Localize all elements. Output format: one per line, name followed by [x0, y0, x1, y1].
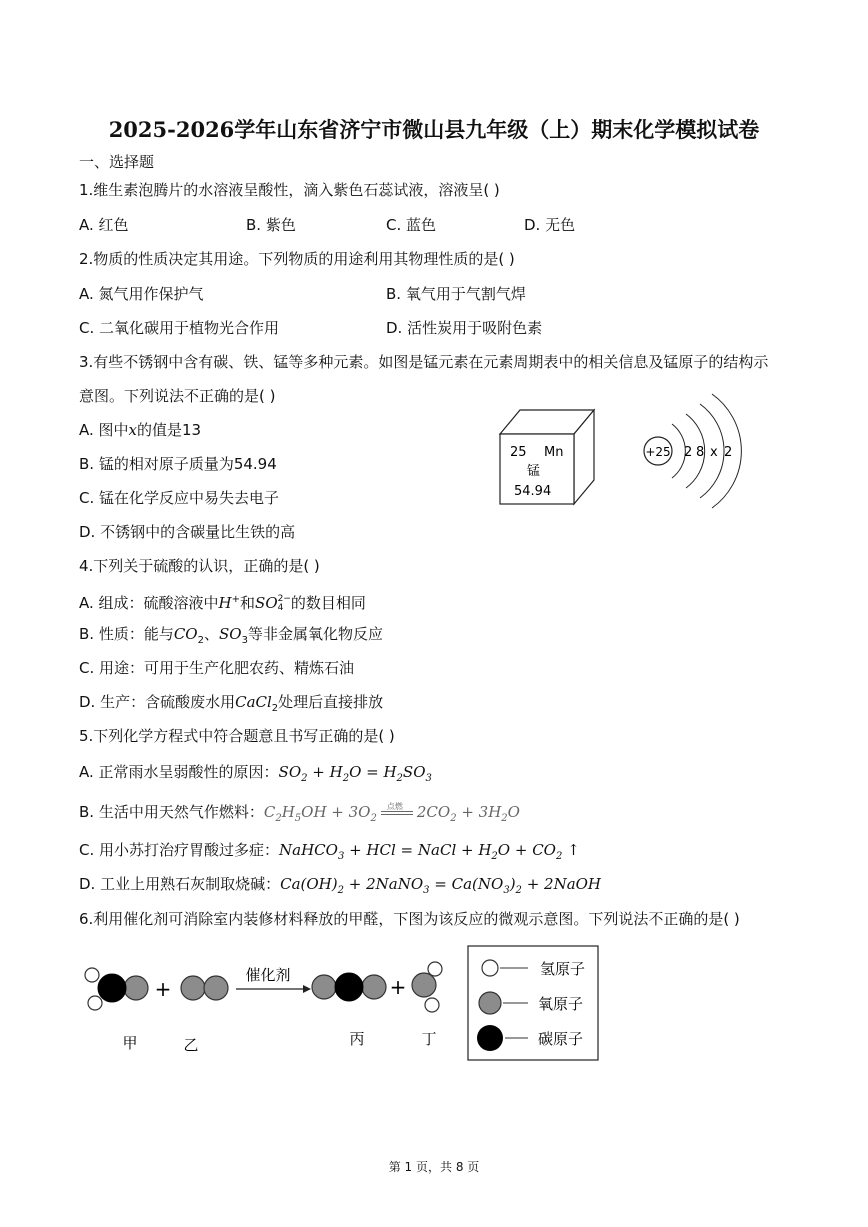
plus-sign-right: +	[389, 975, 407, 999]
q4-option-d: D. 生产：含硫酸废水用CaCl$_2$处理后直接排放	[79, 693, 384, 714]
cell-mass: 54.94	[514, 484, 552, 499]
shell-1-electrons: 2	[684, 445, 693, 460]
q5-option-a: A. 正常雨水呈弱酸性的原因：$SO_2 + H_2O = H_2SO_3$	[79, 763, 432, 784]
q1-option-d: D. 无色	[524, 216, 576, 234]
q4-option-b: B. 性质：能与$CO_2$、$SO_3$等非金属氧化物反应	[79, 625, 383, 646]
q4-stem: 4.下列关于硫酸的认识，正确的是( )	[79, 557, 320, 575]
q1-option-b: B. 紫色	[246, 216, 296, 234]
molecule-jia	[85, 968, 148, 1010]
nucleus-charge: +25	[645, 445, 671, 459]
reaction-arrow	[236, 966, 311, 993]
q2-option-a: A. 氮气用作保护气	[79, 285, 204, 303]
molecule-bing	[312, 973, 386, 1001]
q2-option-b: B. 氧气用于气割气焊	[386, 285, 526, 303]
q3-stem-line2: 意图。下列说法不正确的是( )	[79, 387, 276, 405]
oxygen-atom-swatch	[479, 992, 501, 1014]
q1-stem: 1.维生素泡腾片的水溶液呈酸性，滴入紫色石蕊试液，溶液呈( )	[79, 181, 500, 199]
cell-name: 锰	[527, 464, 541, 479]
q2-stem: 2.物质的性质决定其用途。下列物质的用途利用其物理性质的是( )	[79, 250, 515, 268]
q4-option-c: C. 用途：可用于生产化肥农药、精炼石油	[79, 659, 355, 677]
atom-legend	[468, 946, 598, 1060]
q3-stem-line1: 3.有些不锈钢中含有碳、铁、锰等多种元素。如图是锰元素在元素周期表中的相关信息及锰原子的结构示	[79, 353, 769, 371]
q3-option-b: B. 锰的相对原子质量为54.94	[79, 455, 277, 473]
q4-option-a: A. 组成：硫酸溶液中H+和SO 2− 4 的数目相同	[79, 593, 366, 613]
q5-option-c: C. 用小苏打治疗胃酸过多症：NaHCO$_3$ + HCl = NaCl + $H_2O + CO_2$ ↑	[79, 841, 580, 862]
section-heading: 一、选择题	[79, 153, 155, 171]
q3-option-a: A. 图中x的值是13	[79, 421, 202, 439]
q6-stem: 6.利用催化剂可消除室内装修材料释放的甲醛，下图为该反应的微观示意图。下列说法不正确的是( )	[79, 910, 740, 928]
page-footer: 第 1 页，共 8 页	[388, 1160, 480, 1174]
molecule-ding	[412, 962, 442, 1012]
shell-3-electrons: x	[710, 445, 718, 460]
cell-atomic-number: 25	[510, 445, 527, 460]
q3-option-d: D. 不锈钢中的含碳量比生铁的高	[79, 523, 296, 541]
hydrogen-atom-swatch	[482, 960, 498, 976]
q1-option-c: C. 蓝色	[386, 216, 437, 234]
catalyst-label: 催化剂	[245, 966, 291, 984]
q5-stem: 5.下列化学方程式中符合题意且书写正确的是( )	[79, 727, 395, 745]
page-title: 2025-2026学年山东省济宁市微山县九年级（上）期末化学模拟试卷	[108, 117, 760, 142]
carbon-atom-swatch	[477, 1025, 503, 1051]
cell-symbol: Mn	[544, 445, 564, 460]
q2-option-d: D. 活性炭用于吸附色素	[386, 319, 543, 337]
shell-2-electrons: 8	[696, 445, 705, 460]
label-jia: 甲	[122, 1034, 138, 1052]
q3-option-c: C. 锰在化学反应中易失去电子	[79, 489, 280, 507]
molecule-yi	[181, 976, 228, 1000]
plus-sign-left: +	[154, 977, 172, 1001]
legend-hydrogen: 氢原子	[540, 960, 586, 978]
legend-oxygen: 氧原子	[538, 995, 584, 1013]
q5-option-d: D. 工业上用熟石灰制取烧碱：$Ca(OH)_2$ + 2NaNO$_3$ = $Ca(NO_3)_2$ + 2NaOH	[79, 875, 602, 896]
label-bing: 丙	[349, 1030, 365, 1048]
label-yi: 乙	[183, 1036, 199, 1054]
legend-carbon: 碳原子	[538, 1030, 584, 1048]
q1-option-a: A. 红色	[79, 216, 129, 234]
q5-option-b: B. 生活中用天然气作燃料：$C_2H_5OH + 3O_2$ 点燃 $2CO_2 + 3H_2O$	[79, 802, 520, 824]
shell-4-electrons: 2	[724, 445, 733, 460]
label-ding: 丁	[421, 1030, 437, 1048]
q2-option-c: C. 二氧化碳用于植物光合作用	[79, 319, 280, 337]
